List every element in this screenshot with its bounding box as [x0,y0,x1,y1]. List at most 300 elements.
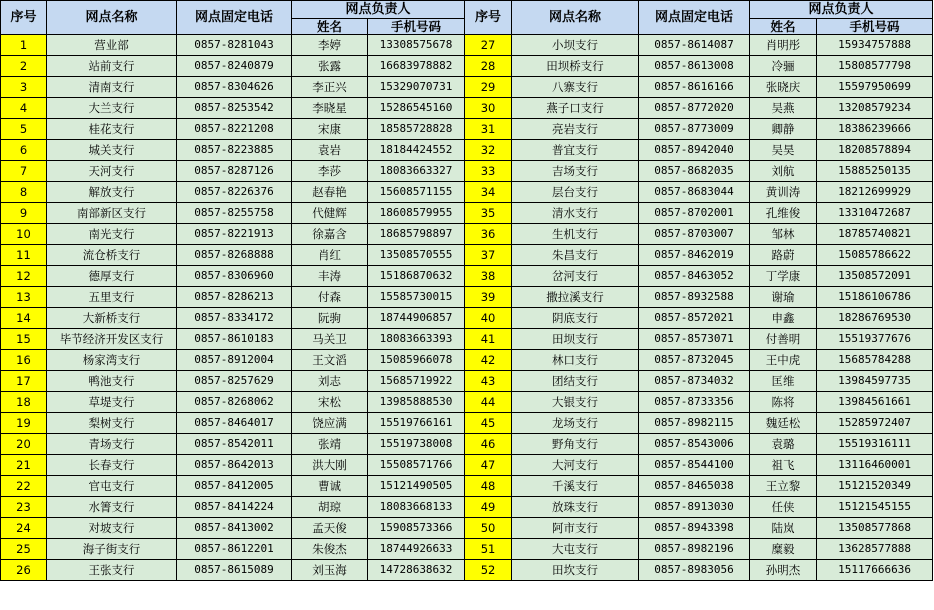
left-name-cell: 南光支行 [47,224,177,245]
left-mobile-cell: 18744926633 [368,539,465,560]
left-mobile-cell: 15186870632 [368,266,465,287]
right-mobile-cell: 13984561661 [817,392,933,413]
table-row [1,203,933,224]
right-mobile-cell: 13508577868 [817,518,933,539]
left-person-cell: 付森 [292,287,368,308]
left-person-cell: 阮驹 [292,308,368,329]
left-phone-cell: 0857-8226376 [177,182,292,203]
right-name-cell: 岔河支行 [512,266,639,287]
left-mobile-cell: 18083663393 [368,329,465,350]
right-phone-cell: 0857-8544100 [639,455,750,476]
left-mobile-cell: 15908573366 [368,518,465,539]
left-person-cell: 徐嘉含 [292,224,368,245]
left-mobile-cell: 18608579955 [368,203,465,224]
left-person-cell: 张靖 [292,434,368,455]
right-name-cell: 大银支行 [512,392,639,413]
left-phone-cell: 0857-8912004 [177,350,292,371]
right-name-cell: 林口支行 [512,350,639,371]
left-seq-cell: 18 [1,392,47,413]
right-person-cell: 孙明杰 [750,560,817,581]
left-phone-cell: 0857-8268062 [177,392,292,413]
left-name-cell: 水箐支行 [47,497,177,518]
left-phone-cell: 0857-8304626 [177,77,292,98]
left-mobile-cell: 13308575678 [368,35,465,56]
left-name-cell: 毕节经济开发区支行 [47,329,177,350]
right-name-cell: 放珠支行 [512,497,639,518]
table-row [1,287,933,308]
right-seq-cell: 43 [465,371,512,392]
right-mobile-cell: 15285972407 [817,413,933,434]
left-seq-cell: 20 [1,434,47,455]
table-row [1,455,933,476]
right-person-cell: 黄训涛 [750,182,817,203]
header-mobile-right: 手机号码 [817,19,933,35]
header-name-right: 网点名称 [512,1,639,35]
right-person-cell: 吴昊 [750,140,817,161]
left-person-cell: 曹诚 [292,476,368,497]
right-phone-cell: 0857-8682035 [639,161,750,182]
right-phone-cell: 0857-8616166 [639,77,750,98]
left-seq-cell: 25 [1,539,47,560]
left-phone-cell: 0857-8464017 [177,413,292,434]
right-seq-cell: 42 [465,350,512,371]
table-row [1,350,933,371]
left-mobile-cell: 18184424552 [368,140,465,161]
table-row [1,245,933,266]
left-name-cell: 梨树支行 [47,413,177,434]
left-seq-cell: 6 [1,140,47,161]
left-phone-cell: 0857-8413002 [177,518,292,539]
right-person-cell: 匡维 [750,371,817,392]
left-phone-cell: 0857-8612201 [177,539,292,560]
left-phone-cell: 0857-8286213 [177,287,292,308]
header-seq-left: 序号 [1,1,47,35]
table-row [1,434,933,455]
right-seq-cell: 44 [465,392,512,413]
right-mobile-cell: 15121545155 [817,497,933,518]
right-name-cell: 亮岩支行 [512,119,639,140]
right-phone-cell: 0857-8932588 [639,287,750,308]
left-mobile-cell: 15085966078 [368,350,465,371]
right-phone-cell: 0857-8543006 [639,434,750,455]
left-seq-cell: 21 [1,455,47,476]
right-name-cell: 清水支行 [512,203,639,224]
left-phone-cell: 0857-8255758 [177,203,292,224]
right-person-cell: 张晓庆 [750,77,817,98]
table-row [1,308,933,329]
table-row [1,35,933,56]
left-name-cell: 五里支行 [47,287,177,308]
right-person-cell: 付善明 [750,329,817,350]
right-seq-cell: 27 [465,35,512,56]
left-phone-cell: 0857-8610183 [177,329,292,350]
right-phone-cell: 0857-8734032 [639,371,750,392]
right-person-cell: 陆岚 [750,518,817,539]
right-seq-cell: 29 [465,77,512,98]
left-seq-cell: 12 [1,266,47,287]
table-row [1,266,933,287]
left-name-cell: 站前支行 [47,56,177,77]
right-seq-cell: 34 [465,182,512,203]
left-name-cell: 鸭池支行 [47,371,177,392]
left-person-cell: 孟天俊 [292,518,368,539]
right-seq-cell: 30 [465,98,512,119]
right-mobile-cell: 13116460001 [817,455,933,476]
right-person-cell: 路蔚 [750,245,817,266]
left-name-cell: 王张支行 [47,560,177,581]
right-mobile-cell: 15121520349 [817,476,933,497]
right-seq-cell: 51 [465,539,512,560]
right-seq-cell: 47 [465,455,512,476]
left-name-cell: 营业部 [47,35,177,56]
left-phone-cell: 0857-8223885 [177,140,292,161]
right-mobile-cell: 13628577888 [817,539,933,560]
left-phone-cell: 0857-8642013 [177,455,292,476]
right-mobile-cell: 15934757888 [817,35,933,56]
right-seq-cell: 49 [465,497,512,518]
right-phone-cell: 0857-8732045 [639,350,750,371]
left-seq-cell: 26 [1,560,47,581]
header-mobile-left: 手机号码 [368,19,465,35]
left-seq-cell: 16 [1,350,47,371]
right-person-cell: 肖明彤 [750,35,817,56]
right-seq-cell: 37 [465,245,512,266]
left-mobile-cell: 13508570555 [368,245,465,266]
right-mobile-cell: 15597950699 [817,77,933,98]
right-name-cell: 阿市支行 [512,518,639,539]
left-person-cell: 代健辉 [292,203,368,224]
right-phone-cell: 0857-8613008 [639,56,750,77]
left-mobile-cell: 18083663327 [368,161,465,182]
right-name-cell: 普宜支行 [512,140,639,161]
left-seq-cell: 7 [1,161,47,182]
left-seq-cell: 15 [1,329,47,350]
table-row [1,371,933,392]
right-seq-cell: 52 [465,560,512,581]
right-mobile-cell: 15085786622 [817,245,933,266]
left-seq-cell: 4 [1,98,47,119]
left-person-cell: 刘玉海 [292,560,368,581]
right-phone-cell: 0857-8573071 [639,329,750,350]
left-name-cell: 草堤支行 [47,392,177,413]
right-phone-cell: 0857-8983056 [639,560,750,581]
right-seq-cell: 50 [465,518,512,539]
right-name-cell: 田坝支行 [512,329,639,350]
right-person-cell: 祖飞 [750,455,817,476]
header-manager-left: 网点负责人 [292,1,465,19]
left-name-cell: 对坡支行 [47,518,177,539]
right-name-cell: 大河支行 [512,455,639,476]
left-seq-cell: 17 [1,371,47,392]
left-name-cell: 长春支行 [47,455,177,476]
left-mobile-cell: 15286545160 [368,98,465,119]
left-person-cell: 张露 [292,56,368,77]
right-name-cell: 千溪支行 [512,476,639,497]
right-name-cell: 燕子口支行 [512,98,639,119]
right-name-cell: 吉场支行 [512,161,639,182]
right-seq-cell: 33 [465,161,512,182]
left-person-cell: 赵春艳 [292,182,368,203]
right-seq-cell: 32 [465,140,512,161]
left-person-cell: 袁岩 [292,140,368,161]
right-mobile-cell: 15685784288 [817,350,933,371]
left-seq-cell: 3 [1,77,47,98]
left-name-cell: 城关支行 [47,140,177,161]
right-phone-cell: 0857-8913030 [639,497,750,518]
table-row [1,182,933,203]
header-phone-right: 网点固定电话 [639,1,750,35]
right-mobile-cell: 18212699929 [817,182,933,203]
left-phone-cell: 0857-8253542 [177,98,292,119]
left-name-cell: 德厚支行 [47,266,177,287]
left-phone-cell: 0857-8240879 [177,56,292,77]
right-phone-cell: 0857-8982115 [639,413,750,434]
right-name-cell: 团结支行 [512,371,639,392]
right-name-cell: 小坝支行 [512,35,639,56]
left-name-cell: 天河支行 [47,161,177,182]
left-name-cell: 官屯支行 [47,476,177,497]
left-name-cell: 流仓桥支行 [47,245,177,266]
left-person-cell: 朱俊杰 [292,539,368,560]
left-mobile-cell: 15585730015 [368,287,465,308]
table-row [1,497,933,518]
right-person-cell: 孔维俊 [750,203,817,224]
right-name-cell: 龙场支行 [512,413,639,434]
right-mobile-cell: 13208579234 [817,98,933,119]
left-name-cell: 大新桥支行 [47,308,177,329]
right-person-cell: 刘航 [750,161,817,182]
header-seq-right: 序号 [465,1,512,35]
table-row [1,140,933,161]
table-row [1,560,933,581]
right-person-cell: 糜毅 [750,539,817,560]
right-name-cell: 野角支行 [512,434,639,455]
right-person-cell: 谢瑜 [750,287,817,308]
right-seq-cell: 31 [465,119,512,140]
table-row [1,518,933,539]
left-phone-cell: 0857-8257629 [177,371,292,392]
right-phone-cell: 0857-8733356 [639,392,750,413]
left-seq-cell: 13 [1,287,47,308]
left-phone-cell: 0857-8334172 [177,308,292,329]
left-mobile-cell: 15329070731 [368,77,465,98]
table-body [1,35,933,581]
left-person-cell: 胡琼 [292,497,368,518]
right-mobile-cell: 15186106786 [817,287,933,308]
left-seq-cell: 9 [1,203,47,224]
right-person-cell: 卿静 [750,119,817,140]
right-mobile-cell: 15885250135 [817,161,933,182]
right-phone-cell: 0857-8683044 [639,182,750,203]
table-row [1,161,933,182]
left-name-cell: 青场支行 [47,434,177,455]
right-mobile-cell: 13508572091 [817,266,933,287]
table-row [1,77,933,98]
right-seq-cell: 38 [465,266,512,287]
right-seq-cell: 28 [465,56,512,77]
left-seq-cell: 8 [1,182,47,203]
right-mobile-cell: 13984597735 [817,371,933,392]
left-phone-cell: 0857-8414224 [177,497,292,518]
right-seq-cell: 40 [465,308,512,329]
left-person-cell: 李正兴 [292,77,368,98]
right-mobile-cell: 18286769530 [817,308,933,329]
right-phone-cell: 0857-8943398 [639,518,750,539]
left-person-cell: 宋康 [292,119,368,140]
right-phone-cell: 0857-8614087 [639,35,750,56]
left-mobile-cell: 18083668133 [368,497,465,518]
left-seq-cell: 10 [1,224,47,245]
right-mobile-cell: 18785740821 [817,224,933,245]
table-row [1,224,933,245]
table-row [1,98,933,119]
right-phone-cell: 0857-8772020 [639,98,750,119]
right-phone-cell: 0857-8572021 [639,308,750,329]
left-person-cell: 王文滔 [292,350,368,371]
left-person-cell: 李婷 [292,35,368,56]
right-name-cell: 阴底支行 [512,308,639,329]
left-name-cell: 清南支行 [47,77,177,98]
right-person-cell: 丁学康 [750,266,817,287]
left-person-cell: 宋松 [292,392,368,413]
left-seq-cell: 24 [1,518,47,539]
right-name-cell: 大屯支行 [512,539,639,560]
left-person-cell: 饶应满 [292,413,368,434]
left-name-cell: 桂花支行 [47,119,177,140]
table-row [1,539,933,560]
left-mobile-cell: 18585728828 [368,119,465,140]
right-name-cell: 八寨支行 [512,77,639,98]
right-person-cell: 邹林 [750,224,817,245]
left-phone-cell: 0857-8542011 [177,434,292,455]
right-mobile-cell: 15808577798 [817,56,933,77]
right-mobile-cell: 15519316111 [817,434,933,455]
right-person-cell: 袁璐 [750,434,817,455]
left-seq-cell: 2 [1,56,47,77]
left-seq-cell: 1 [1,35,47,56]
left-phone-cell: 0857-8281043 [177,35,292,56]
left-mobile-cell: 13985888530 [368,392,465,413]
header-person-right: 姓名 [750,19,817,35]
left-seq-cell: 22 [1,476,47,497]
left-person-cell: 肖红 [292,245,368,266]
left-person-cell: 丰涛 [292,266,368,287]
right-phone-cell: 0857-8462019 [639,245,750,266]
right-seq-cell: 39 [465,287,512,308]
left-phone-cell: 0857-8287126 [177,161,292,182]
left-mobile-cell: 15508571766 [368,455,465,476]
left-name-cell: 杨家湾支行 [47,350,177,371]
left-mobile-cell: 15519738008 [368,434,465,455]
left-mobile-cell: 18685798897 [368,224,465,245]
left-person-cell: 刘志 [292,371,368,392]
left-mobile-cell: 15121490505 [368,476,465,497]
left-seq-cell: 23 [1,497,47,518]
right-seq-cell: 46 [465,434,512,455]
left-seq-cell: 19 [1,413,47,434]
right-name-cell: 生机支行 [512,224,639,245]
right-mobile-cell: 15519377676 [817,329,933,350]
right-person-cell: 陈将 [750,392,817,413]
left-name-cell: 南部新区支行 [47,203,177,224]
left-name-cell: 解放支行 [47,182,177,203]
left-phone-cell: 0857-8221208 [177,119,292,140]
left-phone-cell: 0857-8412005 [177,476,292,497]
right-name-cell: 田坎支行 [512,560,639,581]
left-phone-cell: 0857-8306960 [177,266,292,287]
table-row [1,119,933,140]
left-seq-cell: 5 [1,119,47,140]
left-seq-cell: 14 [1,308,47,329]
right-mobile-cell: 15117666636 [817,560,933,581]
left-mobile-cell: 14728638632 [368,560,465,581]
right-phone-cell: 0857-8773009 [639,119,750,140]
header-row-top [1,1,933,19]
header-name-left: 网点名称 [47,1,177,35]
left-person-cell: 李莎 [292,161,368,182]
right-seq-cell: 36 [465,224,512,245]
right-name-cell: 田坝桥支行 [512,56,639,77]
right-person-cell: 冷骊 [750,56,817,77]
right-name-cell: 层台支行 [512,182,639,203]
left-phone-cell: 0857-8615089 [177,560,292,581]
right-phone-cell: 0857-8703007 [639,224,750,245]
right-person-cell: 王立黎 [750,476,817,497]
right-seq-cell: 45 [465,413,512,434]
header-manager-right: 网点负责人 [750,1,933,19]
right-seq-cell: 41 [465,329,512,350]
right-phone-cell: 0857-8982196 [639,539,750,560]
table-row [1,413,933,434]
right-person-cell: 吴燕 [750,98,817,119]
right-person-cell: 任侠 [750,497,817,518]
left-mobile-cell: 15608571155 [368,182,465,203]
left-name-cell: 海子街支行 [47,539,177,560]
left-name-cell: 大兰支行 [47,98,177,119]
right-name-cell: 撒拉溪支行 [512,287,639,308]
table-row [1,392,933,413]
right-person-cell: 申鑫 [750,308,817,329]
table-row [1,329,933,350]
right-seq-cell: 35 [465,203,512,224]
header-person-left: 姓名 [292,19,368,35]
left-person-cell: 李晓星 [292,98,368,119]
left-mobile-cell: 15519766161 [368,413,465,434]
left-phone-cell: 0857-8221913 [177,224,292,245]
right-mobile-cell: 13310472687 [817,203,933,224]
table-row [1,56,933,77]
right-phone-cell: 0857-8463052 [639,266,750,287]
right-name-cell: 朱昌支行 [512,245,639,266]
right-person-cell: 王中虎 [750,350,817,371]
left-person-cell: 马关卫 [292,329,368,350]
left-phone-cell: 0857-8268888 [177,245,292,266]
right-mobile-cell: 18208578894 [817,140,933,161]
header-phone-left: 网点固定电话 [177,1,292,35]
left-mobile-cell: 16683978882 [368,56,465,77]
right-person-cell: 魏廷松 [750,413,817,434]
left-person-cell: 洪大刚 [292,455,368,476]
table-row [1,476,933,497]
right-phone-cell: 0857-8942040 [639,140,750,161]
right-seq-cell: 48 [465,476,512,497]
left-mobile-cell: 15685719922 [368,371,465,392]
right-phone-cell: 0857-8465038 [639,476,750,497]
right-phone-cell: 0857-8702001 [639,203,750,224]
left-mobile-cell: 18744906857 [368,308,465,329]
right-mobile-cell: 18386239666 [817,119,933,140]
left-seq-cell: 11 [1,245,47,266]
